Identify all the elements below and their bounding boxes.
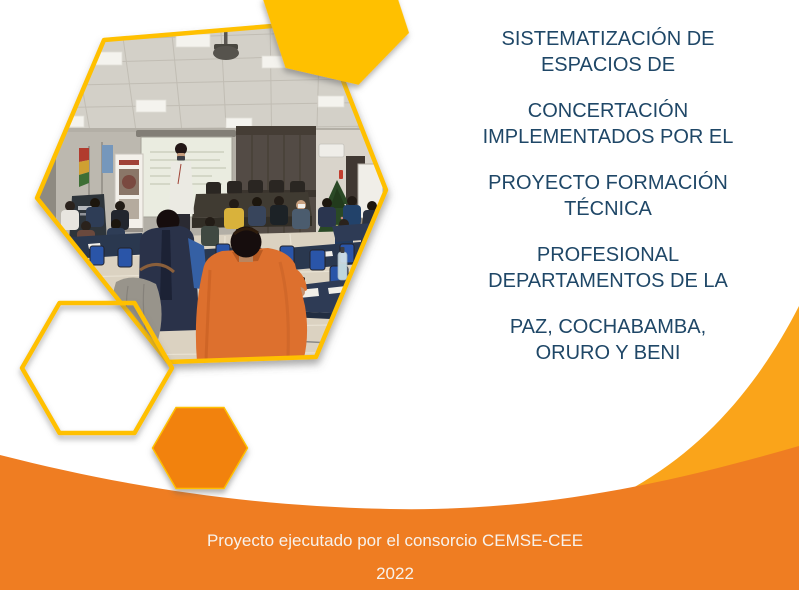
title-line: ORURO Y BENI (535, 342, 681, 364)
title-paragraph (420, 26, 796, 78)
title-line: IMPLEMENTADOS POR EL (482, 126, 734, 148)
footer-year: 2022 (376, 564, 414, 583)
title-line: PROFESIONAL (536, 244, 680, 266)
title-line: PROYECTO FORMACIÓN (488, 172, 728, 194)
title-paragraph (420, 314, 796, 366)
title-line: PAZ, COCHABAMBA, (509, 316, 707, 338)
title-paragraph (420, 170, 796, 222)
title-paragraph (420, 242, 796, 294)
orange-hexagon-bottom (153, 408, 248, 489)
title-line: SISTEMATIZACIÓN DE (501, 28, 715, 50)
footer-project-text: Proyecto ejecutado por el consorcio CEMSE-CEE (206, 531, 584, 550)
title-paragraph (420, 98, 796, 150)
title-line: TÉCNICA (564, 198, 652, 220)
title-line: DEPARTAMENTOS DE LA (488, 270, 728, 292)
title-line: ESPACIOS DE (540, 54, 676, 76)
slide-title (420, 26, 796, 386)
title-line: CONCERTACIÓN (527, 100, 689, 122)
